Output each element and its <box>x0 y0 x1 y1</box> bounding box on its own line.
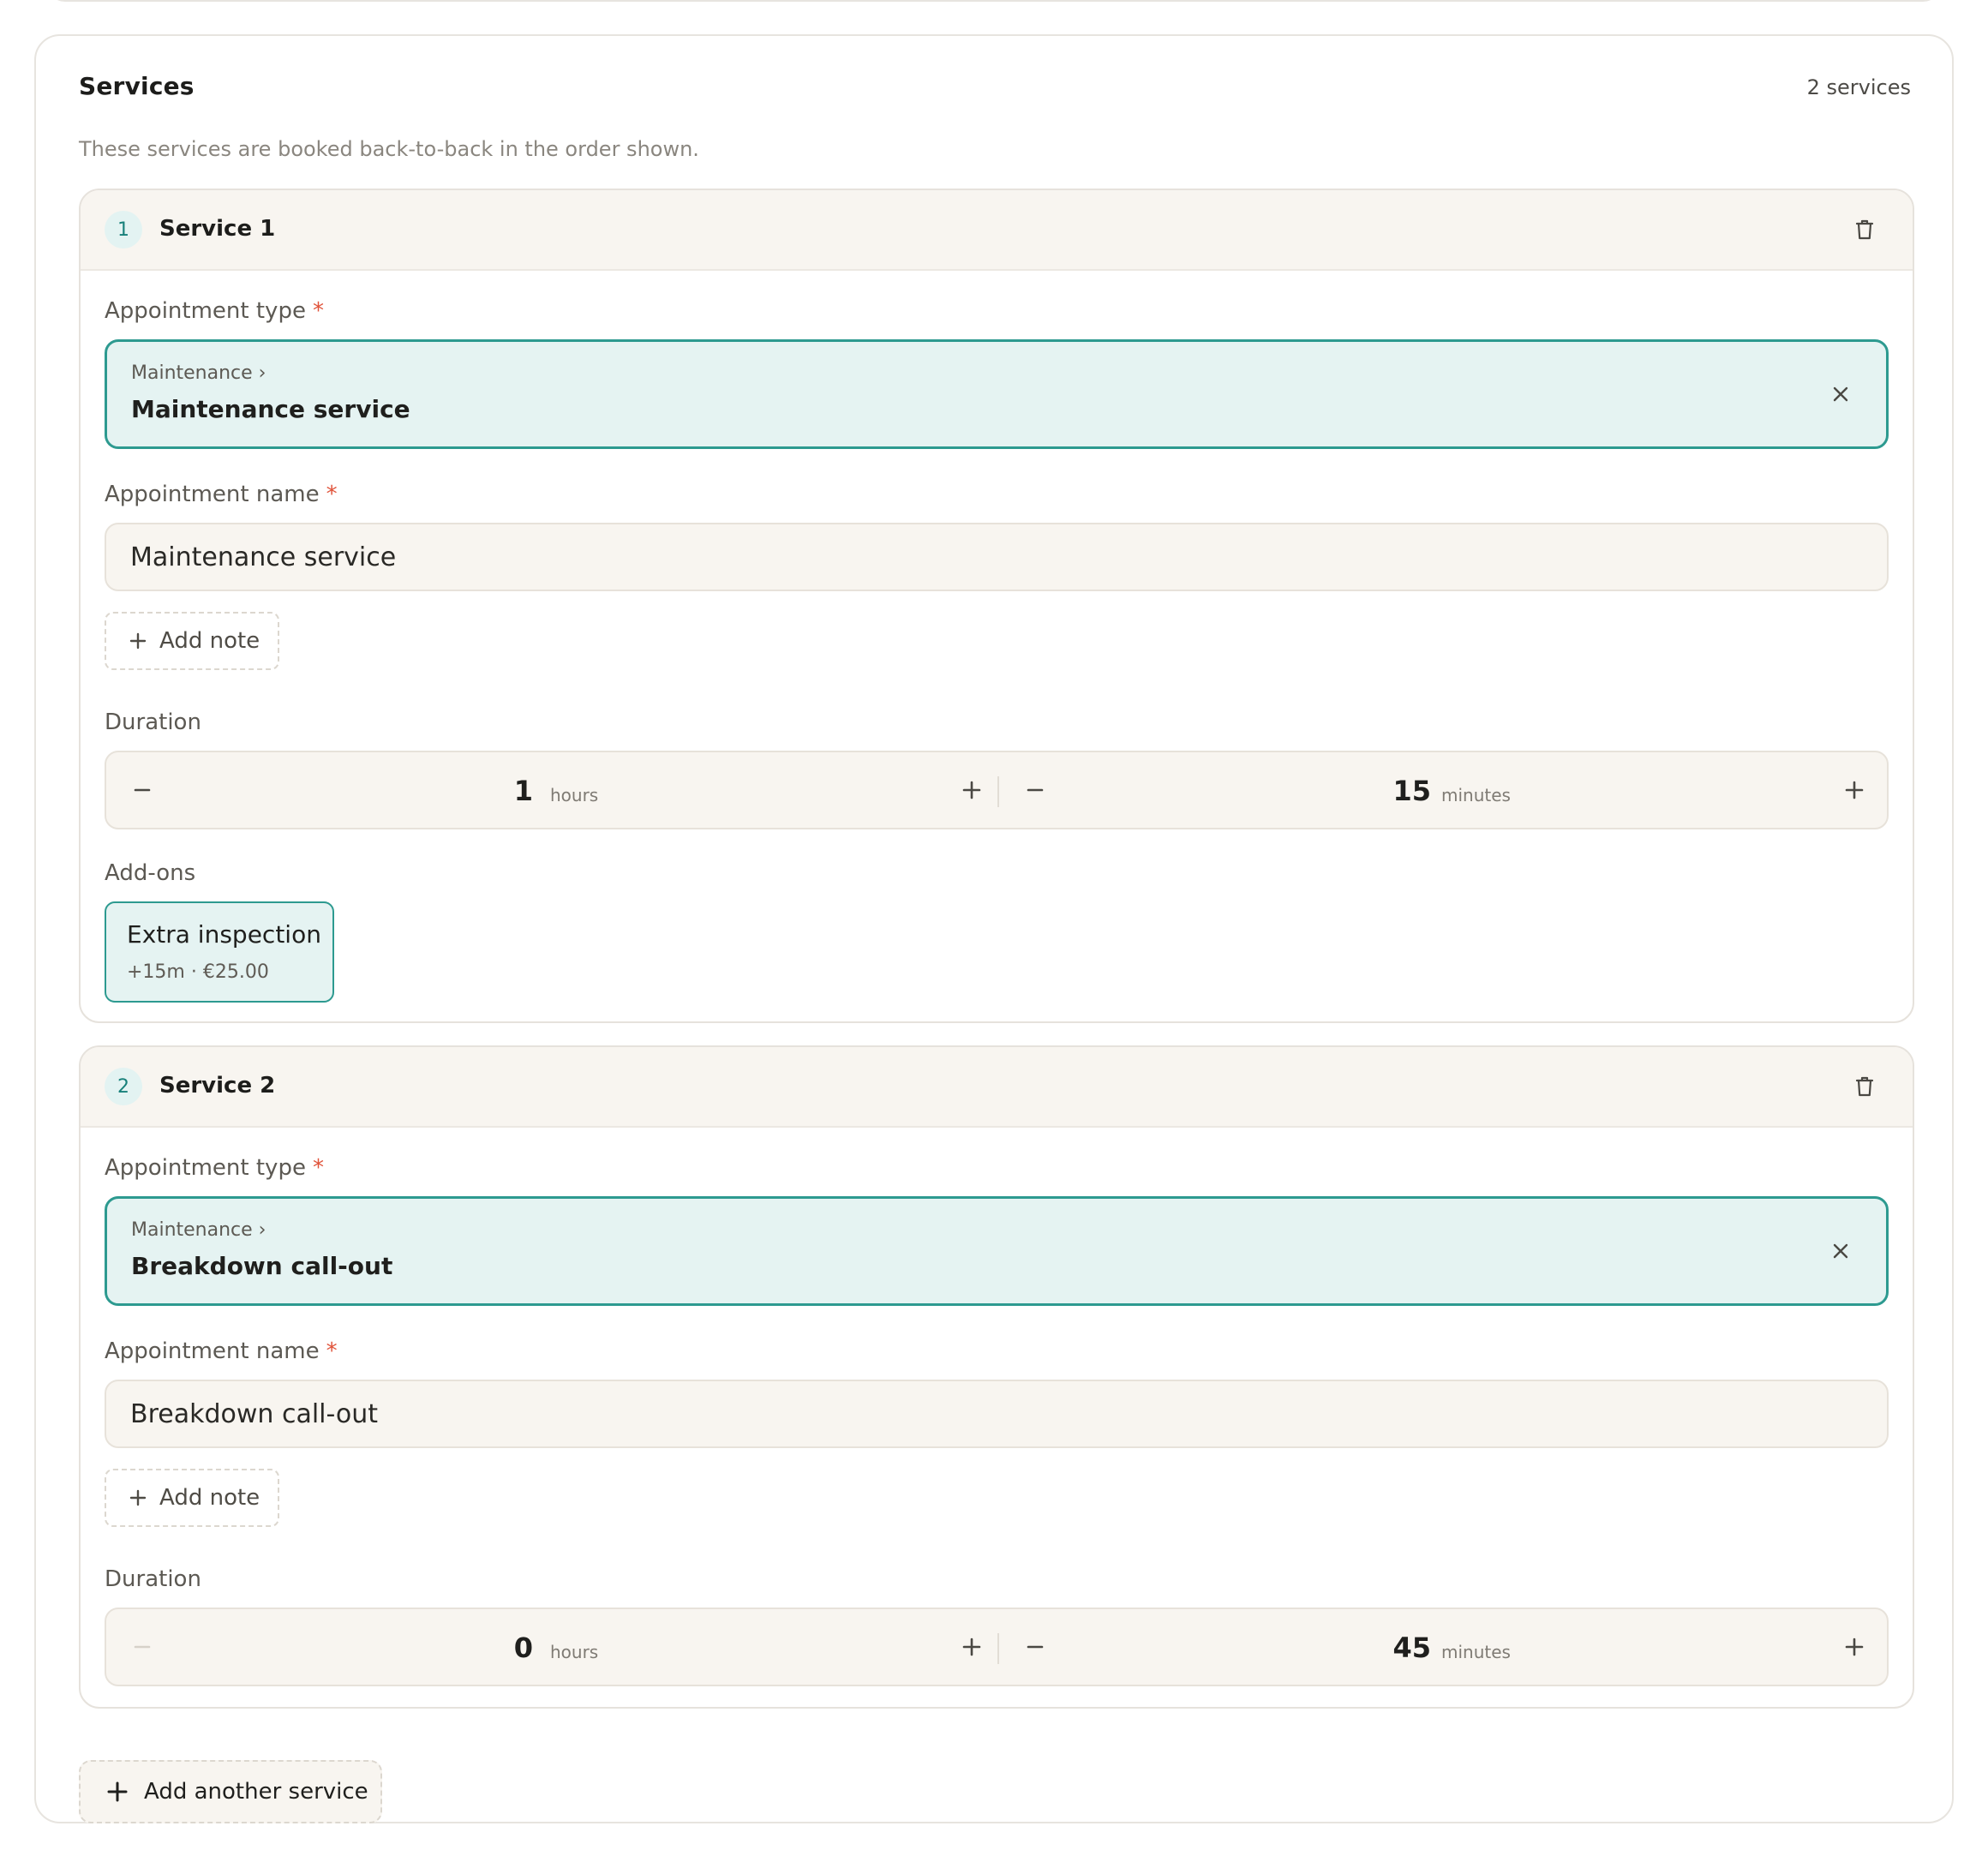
service-card-header <box>81 190 1913 271</box>
required-marker: * <box>312 1155 324 1181</box>
stepper-divider <box>997 776 999 807</box>
add-another-service-button[interactable] <box>79 1760 382 1823</box>
appointment-type-category: Maintenance › <box>131 362 266 384</box>
appointment-name-label <box>105 1338 338 1364</box>
addon-chip-extra-inspection[interactable] <box>105 901 334 1003</box>
hours-unit: hours <box>550 1642 599 1662</box>
duration-stepper <box>105 1608 1889 1686</box>
add-note-button[interactable] <box>105 612 279 670</box>
appointment-name-input[interactable] <box>105 523 1889 591</box>
service-number-badge: 1 <box>105 211 142 248</box>
services-header <box>79 65 1911 108</box>
minutes-value[interactable]: 15 <box>1392 775 1431 807</box>
service-card-header <box>81 1047 1913 1128</box>
hours-increment-button[interactable] <box>953 771 991 809</box>
appointment-type-label-text: Appointment type <box>105 1155 306 1181</box>
appointment-type-label-text: Appointment type <box>105 298 306 324</box>
services-count: 2 services <box>1806 75 1911 99</box>
service-card-1 <box>79 189 1914 1023</box>
required-marker: * <box>326 482 338 507</box>
hours-value[interactable]: 0 <box>513 1631 533 1664</box>
minutes-value[interactable]: 45 <box>1392 1631 1431 1664</box>
add-note-label: Add note <box>159 1485 260 1511</box>
close-icon <box>1828 1238 1853 1264</box>
appointment-type-select[interactable] <box>105 339 1889 449</box>
plus-icon <box>1844 780 1865 800</box>
plus-icon <box>106 1781 129 1803</box>
minus-icon <box>1025 780 1045 800</box>
service-card-2 <box>79 1045 1914 1709</box>
appointment-name-label-text: Appointment name <box>105 482 320 507</box>
appointment-type-value: Breakdown call-out <box>131 1252 393 1280</box>
hours-increment-button[interactable] <box>953 1628 991 1666</box>
minutes-unit: minutes <box>1441 1642 1511 1662</box>
plus-icon <box>129 1488 147 1507</box>
required-marker: * <box>312 298 324 324</box>
minus-icon <box>132 1637 153 1657</box>
appointment-type-category: Maintenance › <box>131 1219 266 1241</box>
services-description: These services are booked back-to-back in the order shown. <box>79 137 699 161</box>
appointment-type-value: Maintenance service <box>131 395 410 423</box>
trash-icon <box>1854 219 1875 241</box>
duration-stepper <box>105 751 1889 829</box>
minutes-unit: minutes <box>1441 785 1511 805</box>
hours-decrement-button[interactable] <box>123 771 161 809</box>
addon-name: Extra inspection <box>127 920 321 949</box>
appointment-type-label <box>105 298 324 324</box>
appointment-name-label-text: Appointment name <box>105 1338 320 1364</box>
minus-icon <box>132 780 153 800</box>
add-note-button[interactable] <box>105 1469 279 1527</box>
stepper-divider <box>997 1633 999 1664</box>
trash-icon <box>1854 1075 1875 1098</box>
plus-icon <box>961 1637 982 1657</box>
hours-value[interactable]: 1 <box>513 775 533 807</box>
delete-service-button[interactable] <box>1849 214 1880 245</box>
addon-meta: +15m · €25.00 <box>127 961 269 983</box>
previous-section-edge <box>46 0 1942 2</box>
clear-appointment-type-button[interactable] <box>1828 1238 1853 1264</box>
service-title: Service 2 <box>159 1073 276 1099</box>
plus-icon <box>129 632 147 650</box>
duration-label: Duration <box>105 709 201 735</box>
minus-icon <box>1025 1637 1045 1657</box>
appointment-type-select[interactable] <box>105 1196 1889 1306</box>
minutes-decrement-button[interactable] <box>1016 1628 1054 1666</box>
delete-service-button[interactable] <box>1849 1071 1880 1102</box>
add-note-label: Add note <box>159 628 260 654</box>
service-number-badge: 2 <box>105 1068 142 1105</box>
services-panel <box>34 34 1954 1823</box>
add-another-service-label: Add another service <box>144 1779 368 1805</box>
hours-decrement-button-disabled[interactable] <box>123 1628 161 1666</box>
service-title: Service 1 <box>159 216 276 242</box>
duration-label: Duration <box>105 1566 201 1592</box>
minutes-increment-button[interactable] <box>1835 771 1873 809</box>
services-title: Services <box>79 72 195 100</box>
addons-label: Add-ons <box>105 860 196 886</box>
appointment-name-input[interactable] <box>105 1380 1889 1448</box>
minutes-decrement-button[interactable] <box>1016 771 1054 809</box>
plus-icon <box>1844 1637 1865 1657</box>
appointment-type-label <box>105 1155 324 1181</box>
appointment-name-label <box>105 482 338 507</box>
minutes-increment-button[interactable] <box>1835 1628 1873 1666</box>
clear-appointment-type-button[interactable] <box>1828 381 1853 407</box>
close-icon <box>1828 381 1853 407</box>
required-marker: * <box>326 1338 338 1364</box>
plus-icon <box>961 780 982 800</box>
hours-unit: hours <box>550 785 599 805</box>
